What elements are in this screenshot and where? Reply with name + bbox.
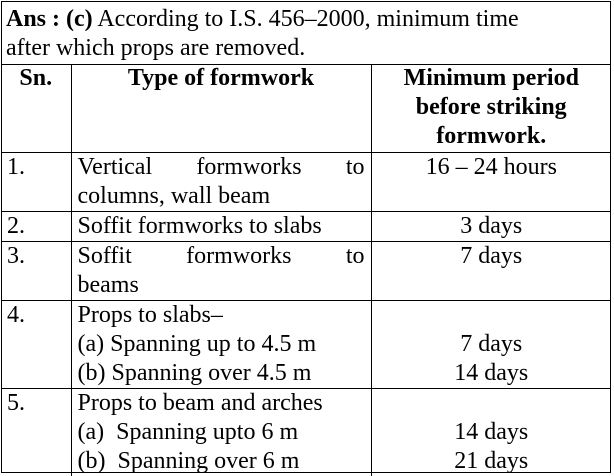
row-sn: 4. [1,300,71,388]
row-type: Soffit formworks to slabs [71,211,371,241]
table-row [1,211,611,241]
row-type: Props to beam and arches (a) Spanning upto 6 m (b) Spanning over 6 m [71,388,371,476]
header-sn: Sn. [1,64,71,152]
row-type: Soffit formworks to beams [71,241,371,300]
row-period: 3 days [371,211,611,241]
table-row [1,388,611,476]
formwork-table [1,64,611,476]
header-period-line2: before striking [415,94,567,120]
row-sn: 2. [1,211,71,241]
table-row [1,241,611,300]
row-period: 7 days 14 days [371,300,611,388]
answer-text-line1: According to I.S. 456–2000, minimum time [92,6,519,32]
header-type: Type of formwork [71,64,371,152]
row-type: Vertical formworks to columns, wall beam [71,152,371,211]
answer-statement [1,1,611,65]
table-row [1,152,611,211]
header-period [371,64,611,152]
header-period-line3: formwork. [436,123,547,149]
table-row [1,300,611,388]
answer-prefix: Ans : (c) [6,6,93,32]
row-type: Props to slabs– (a) Spanning up to 4.5 m (b) Spanning over 4.5 m [71,300,371,388]
answer-text-line2: after which props are removed. [6,35,306,61]
table-header-row [1,64,611,152]
header-period-line1: Minimum period [403,65,579,91]
row-sn: 1. [1,152,71,211]
row-period: 16 – 24 hours [371,152,611,211]
row-period: 7 days [371,241,611,300]
row-sn: 3. [1,241,71,300]
row-sn: 5. [1,388,71,476]
row-period: 14 days 21 days [371,388,611,476]
